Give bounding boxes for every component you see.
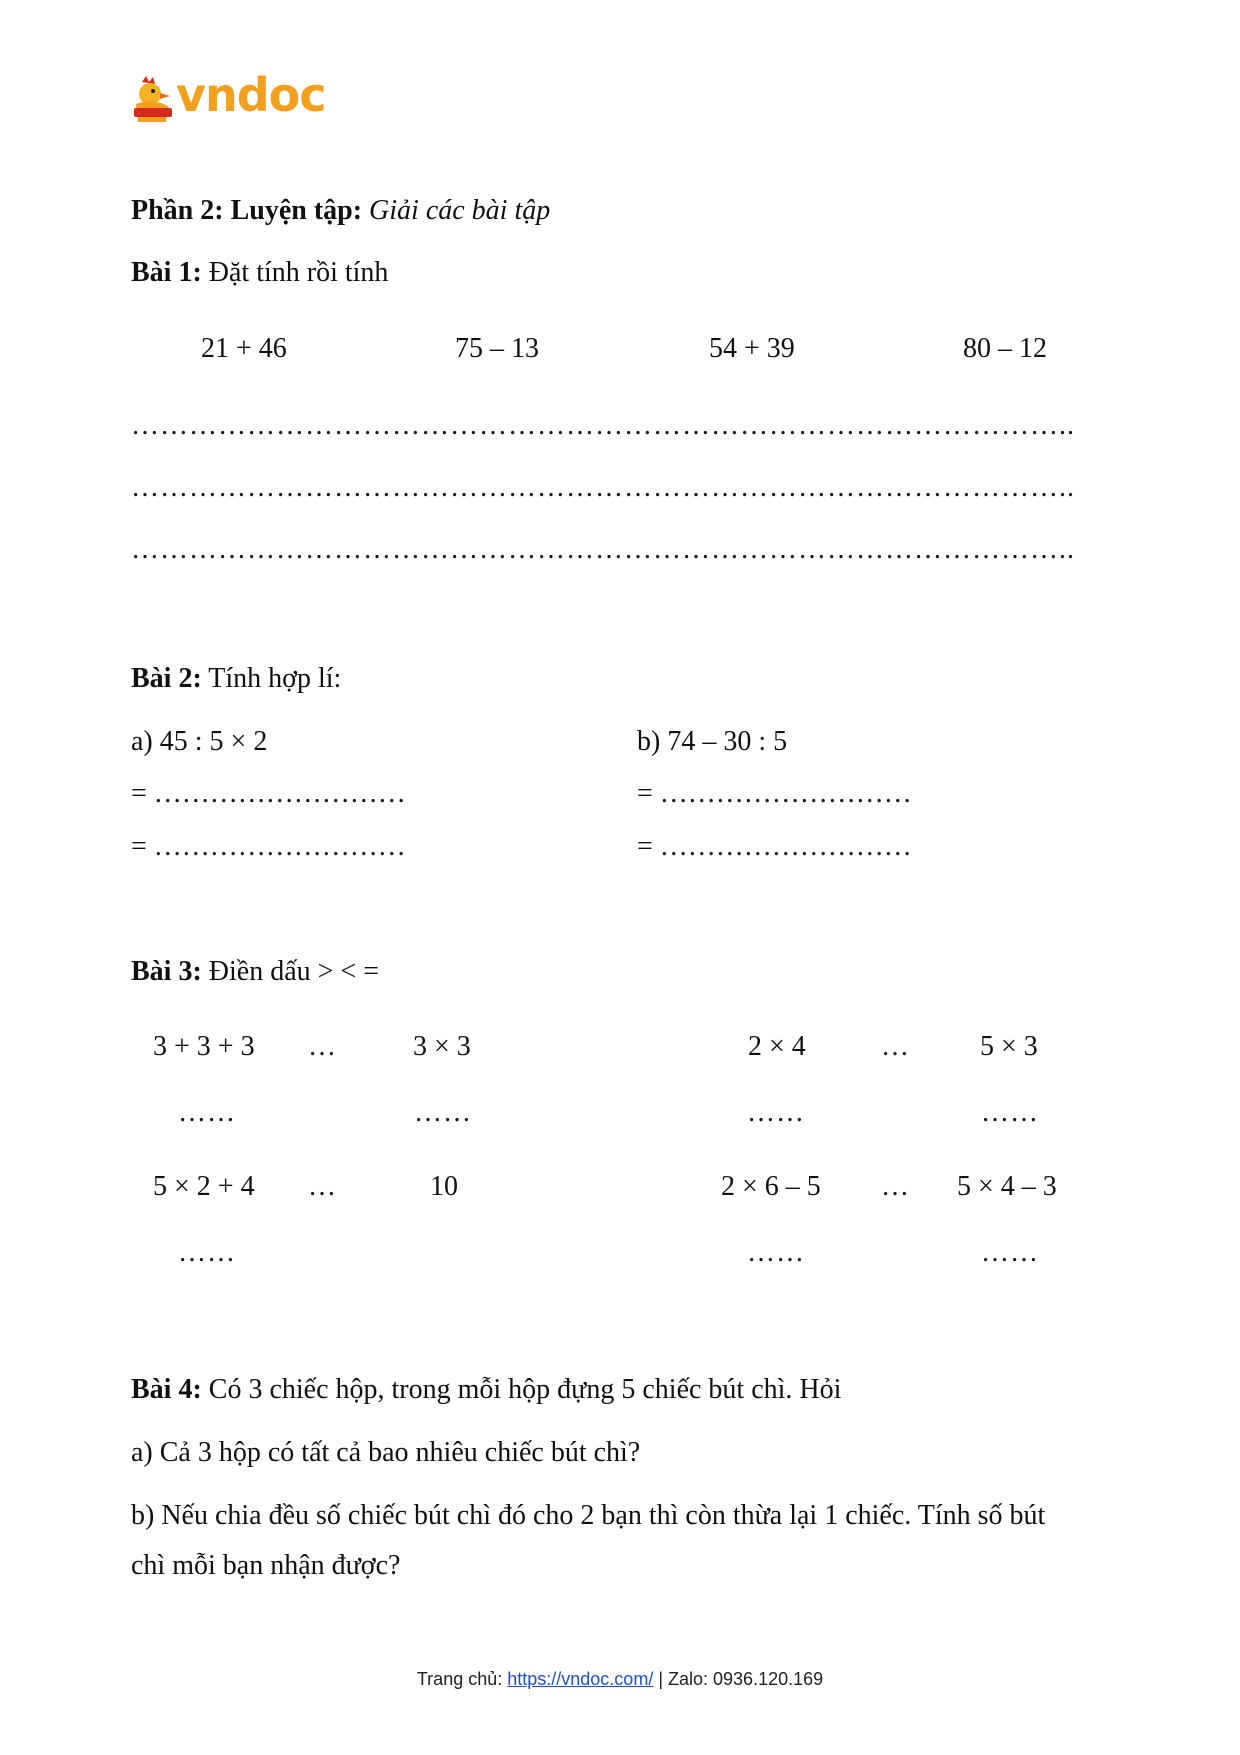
bai3-r2-left-1: 5 × 2 + 4: [153, 1171, 255, 1202]
bai2-b-blank-2: = ………………………: [637, 831, 912, 862]
bai1-answer-line-2: ……………………………………………………………………………………..: [131, 472, 1075, 503]
bai2-text: Tính hợp lí:: [208, 663, 342, 694]
bai1-expr-1: 21 + 46: [201, 333, 287, 364]
bai3-r1-right-2: 5 × 3: [980, 1031, 1038, 1062]
part2-heading-subtitle: Giải các bài tập: [369, 195, 551, 226]
bai1-expr-3: 54 + 39: [709, 333, 795, 364]
bai4-label: Bài 4:: [131, 1374, 202, 1405]
bai3-label: Bài 3:: [131, 956, 202, 987]
bai3-text: Điền dấu > < =: [208, 956, 380, 987]
bai4-text: Có 3 chiếc hộp, trong mỗi hộp đựng 5 chiếc bút chì. Hỏi: [208, 1374, 842, 1405]
bai3-r1-right-1: 3 × 3: [413, 1031, 471, 1062]
bai3-r2-sign-2: …: [881, 1171, 909, 1202]
bai3-r2-left-2: 2 × 6 – 5: [721, 1171, 821, 1202]
bai2-a-blank-2: = ………………………: [131, 831, 406, 862]
bai3-r1-sign-2: …: [881, 1031, 909, 1062]
bai1-answer-line-1: ……………………………………………………………………………………..: [131, 410, 1075, 441]
bai3-r1-fill-3: ……: [747, 1097, 805, 1128]
bai3-r1-sign-1: …: [308, 1031, 336, 1062]
bai1-answer-line-3: ……………………………………………………………………………………..: [131, 534, 1075, 565]
bai4-part-b-line-2: chì mỗi bạn nhận được?: [131, 1550, 401, 1581]
footer-contact: | Zalo: 0936.120.169: [653, 1669, 824, 1689]
bai3-r2-right-2: 5 × 4 – 3: [957, 1171, 1057, 1202]
bai3-r1-fill-1: ……: [178, 1097, 236, 1128]
bai3-r2-right-1: 10: [430, 1171, 458, 1202]
rooster-mascot-icon: [132, 76, 174, 124]
page-footer: [0, 1669, 1240, 1690]
bai2-label: Bài 2:: [131, 663, 202, 694]
bai3-r2-fill-2: ……: [747, 1237, 805, 1268]
bai4-part-a: a) Cả 3 hộp có tất cả bao nhiêu chiếc bút chì?: [131, 1437, 641, 1468]
bai1-text: Đặt tính rồi tính: [208, 257, 389, 288]
bai3-r2-fill-3: ……: [981, 1237, 1039, 1268]
bai4-part-b-line-1: b) Nếu chia đều số chiếc bút chì đó cho 2 bạn thì còn thừa lại 1 chiếc. Tính số bút: [131, 1500, 1046, 1531]
bai3-r1-left-2: 2 × 4: [748, 1031, 806, 1062]
bai4-heading: [131, 1373, 841, 1407]
bai2-heading: [131, 662, 341, 696]
bai3-r1-fill-4: ……: [981, 1097, 1039, 1128]
part2-heading-label: Phần 2: Luyện tập:: [131, 195, 363, 226]
bai3-r2-fill-1: ……: [178, 1237, 236, 1268]
logo-wordmark: vndoc: [176, 68, 326, 122]
bai2-b-blank-1: = ………………………: [637, 778, 912, 809]
bai1-expr-2: 75 – 13: [455, 333, 539, 364]
bai2-part-a: a) 45 : 5 × 2: [131, 726, 268, 757]
bai1-label: Bài 1:: [131, 257, 202, 288]
bai3-r1-fill-2: ……: [414, 1097, 472, 1128]
vndoc-logo: [132, 68, 332, 128]
footer-prefix: Trang chủ:: [416, 1669, 508, 1689]
bai1-heading: [131, 256, 388, 290]
bai3-r1-left-1: 3 + 3 + 3: [153, 1031, 255, 1062]
bai3-r2-sign-1: …: [308, 1171, 336, 1202]
bai2-part-b: b) 74 – 30 : 5: [637, 726, 788, 757]
bai1-expr-4: 80 – 12: [963, 333, 1047, 364]
bai2-a-blank-1: = ………………………: [131, 778, 406, 809]
footer-homepage-link[interactable]: https://vndoc.com/: [507, 1669, 654, 1689]
part2-heading: [131, 194, 550, 228]
bai3-heading: [131, 955, 379, 989]
